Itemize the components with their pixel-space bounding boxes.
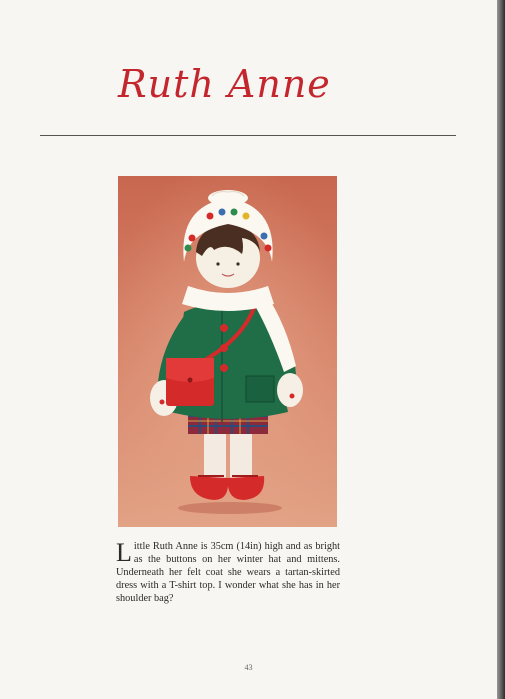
coat-button [220,324,228,332]
hat-button [265,245,272,252]
hat-button [243,213,250,220]
hat-button [231,209,238,216]
floor-shadow [178,502,282,514]
hat-button [189,235,196,242]
caption [116,540,340,605]
doll-photo [118,176,337,527]
caption-text: ittle Ruth Anne is 35cm (14in) high and as bright as the buttons on her winter hat and mittens. Underneath her felt coat she wears a tartan-skirted dress with a T-shirt top. I wonder what she has in her shoulder bag? [116,541,340,604]
page-title: Ruth Anne [118,62,331,106]
page-number: 43 [244,663,253,672]
coat-pocket [246,376,274,402]
hat-button [261,233,268,240]
hat-button [219,209,226,216]
right-mitten [277,373,303,407]
hat-button [185,245,192,252]
title-divider [40,135,456,136]
page-edge-shadow [497,0,505,699]
hat-button [207,213,214,220]
coat-button [220,364,228,372]
drop-cap: L [116,538,132,567]
